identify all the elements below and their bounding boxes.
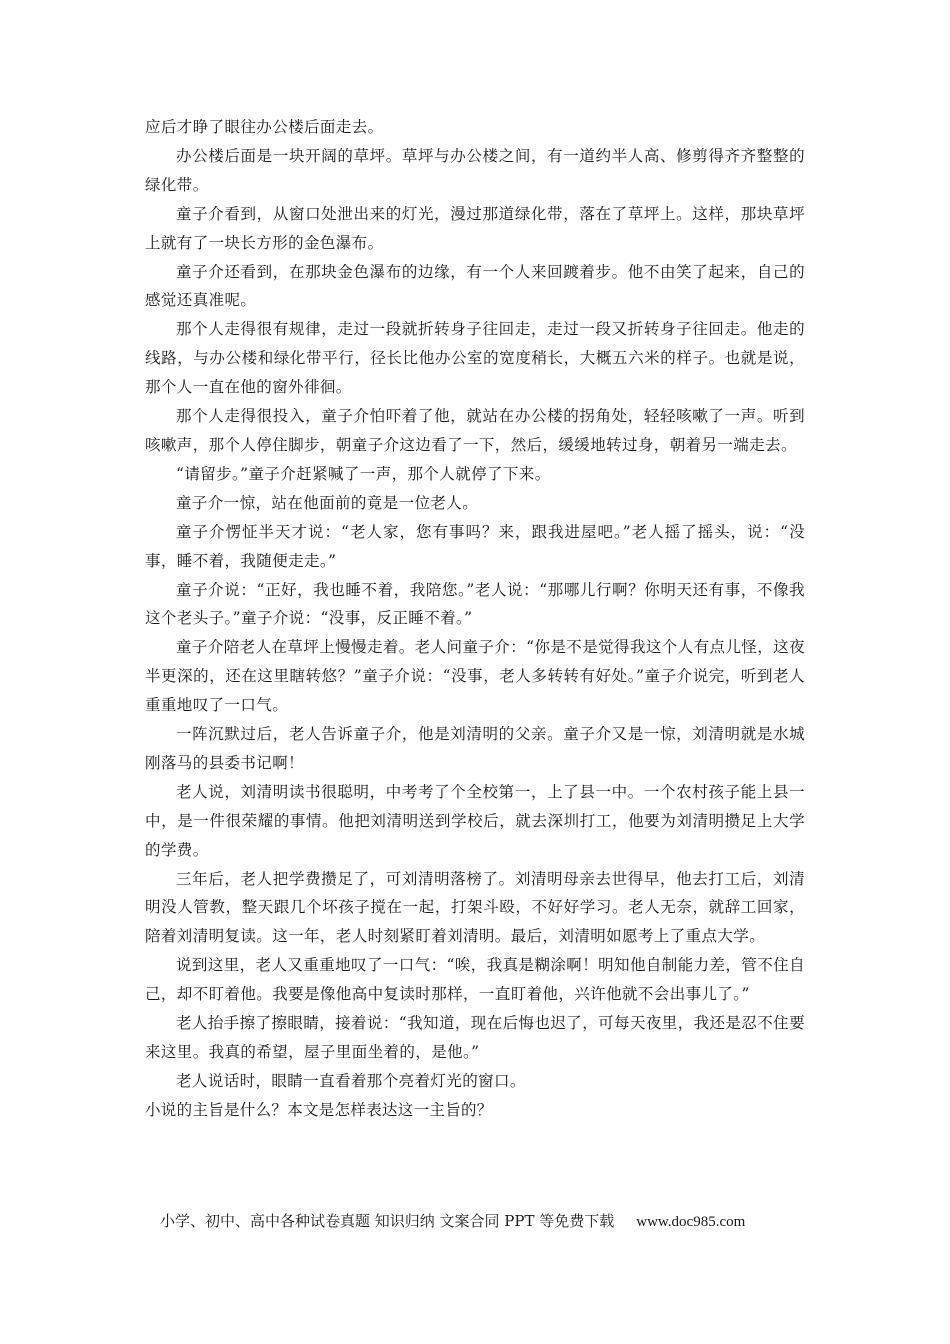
paragraph: 老人抬手擦了擦眼睛，接着说：“我知道，现在后悔也迟了，可每天夜里，我还是忍不住要来这里。我真的希望，屋子里面坐着的，是他。” (145, 1014, 805, 1061)
paragraph: 童子介陪老人在草坪上慢慢走着。老人问童子介：“你是不是觉得我这个人有点儿怪，这夜半更深的，还在这里瞎转悠？”童子介说：“没事，老人多转转有好处。”童子介说完，听到老人重重地叹了一口气。 (145, 638, 805, 715)
paragraph: 童子介看到，从窗口处泄出来的灯光，漫过那道绿化带，落在了草坪上。这样，那块草坪上就有了一块长方形的金色瀑布。 (145, 204, 805, 252)
paragraph: 童子介还看到，在那块金色瀑布的边缘，有一个人来回踱着步。他不由笑了起来，自己的感觉还真准呢。 (145, 262, 805, 310)
paragraph: 童子介一惊，站在他面前的竟是一位老人。 (176, 493, 479, 512)
paragraph: 应后才睁了眼往办公楼后面走去。 (145, 118, 384, 136)
paragraph: 办公楼后面是一块开阔的草坪。草坪与办公楼之间，有一道约半人高、修剪得齐齐整整的绿化带。 (145, 146, 805, 194)
paragraph: 童子介说：“正好，我也睡不着，我陪您。”老人说：“那哪儿行啊？你明天还有事，不像我这个老头子。”童子介说：“没事，反正睡不着。” (145, 580, 805, 628)
paragraph: 说到这里，老人又重重地叹了一口气：“唉，我真是糊涂啊！明知他自制能力差，管不住自己，却不盯着他。我要是像他高中复读时那样，一直盯着他，兴许他就不会出事儿了。” (145, 956, 805, 1004)
paragraph: 三年后，老人把学费攒足了，可刘清明落榜了。刘清明母亲去世得早，他去打工后，刘清明没人管教，整天跟几个坏孩子搅在一起，打架斗殴，不好好学习。老人无奈，就辞工回家，陪着刘清明复读。这一年，老人时刻紧盯着刘清明。最后，刘清明如愿考上了重点大学。 (145, 869, 805, 946)
footer-site-link[interactable]: www.doc985.com (636, 1214, 746, 1230)
paragraph: 老人说，刘清明读书很聪明，中考考了个全校第一，上了县一中。一个农村孩子能上县一中，是一件很荣耀的事情。他把刘清明送到学校后，就去深圳打工，他要为刘清明攒足上大学的学费。 (145, 782, 805, 859)
paragraph: 一阵沉默过后，老人告诉童子介，他是刘清明的父亲。童子介又是一惊，刘清明就是水城刚落马的县委书记啊！ (145, 725, 805, 772)
paragraph: 童子介愣怔半天才说：“老人家，您有事吗？来，跟我进屋吧。”老人摇了摇头，说：“没事，睡不着，我随便走走。” (145, 522, 805, 570)
footer (160, 1210, 800, 1231)
footer-text: 小学、初中、高中各种试卷真题 知识归纳 文案合同 PPT 等免费下载 (160, 1212, 615, 1230)
exam-question: 小说的主旨是什么？本文是怎样表达这一主旨的？ (145, 1100, 493, 1119)
paragraph: “请留步。”童子介赶紧喊了一声，那个人就停了下来。 (176, 464, 551, 483)
paragraph: 老人说话时，眼睛一直看着那个亮着灯光的窗口。 (176, 1071, 526, 1090)
paragraph: 那个人走得很有规律，走过一段就折转身子往回走，走过一段又折转身子往回走。他走的线路，与办公楼和绿化带平行，径长比他办公室的宽度稍长，大概五六米的样子。也就是说，那个人一直在他的窗外徘徊。 (145, 320, 805, 397)
paragraph: 那个人走得很投入，童子介怕吓着了他，就站在办公楼的拐角处，轻轻咳嗽了一声。听到咳嗽声，那个人停住脚步，朝童子介这边看了一下，然后，缓缓地转过身，朝着另一端走去。 (145, 407, 805, 454)
story-body (145, 113, 805, 1125)
